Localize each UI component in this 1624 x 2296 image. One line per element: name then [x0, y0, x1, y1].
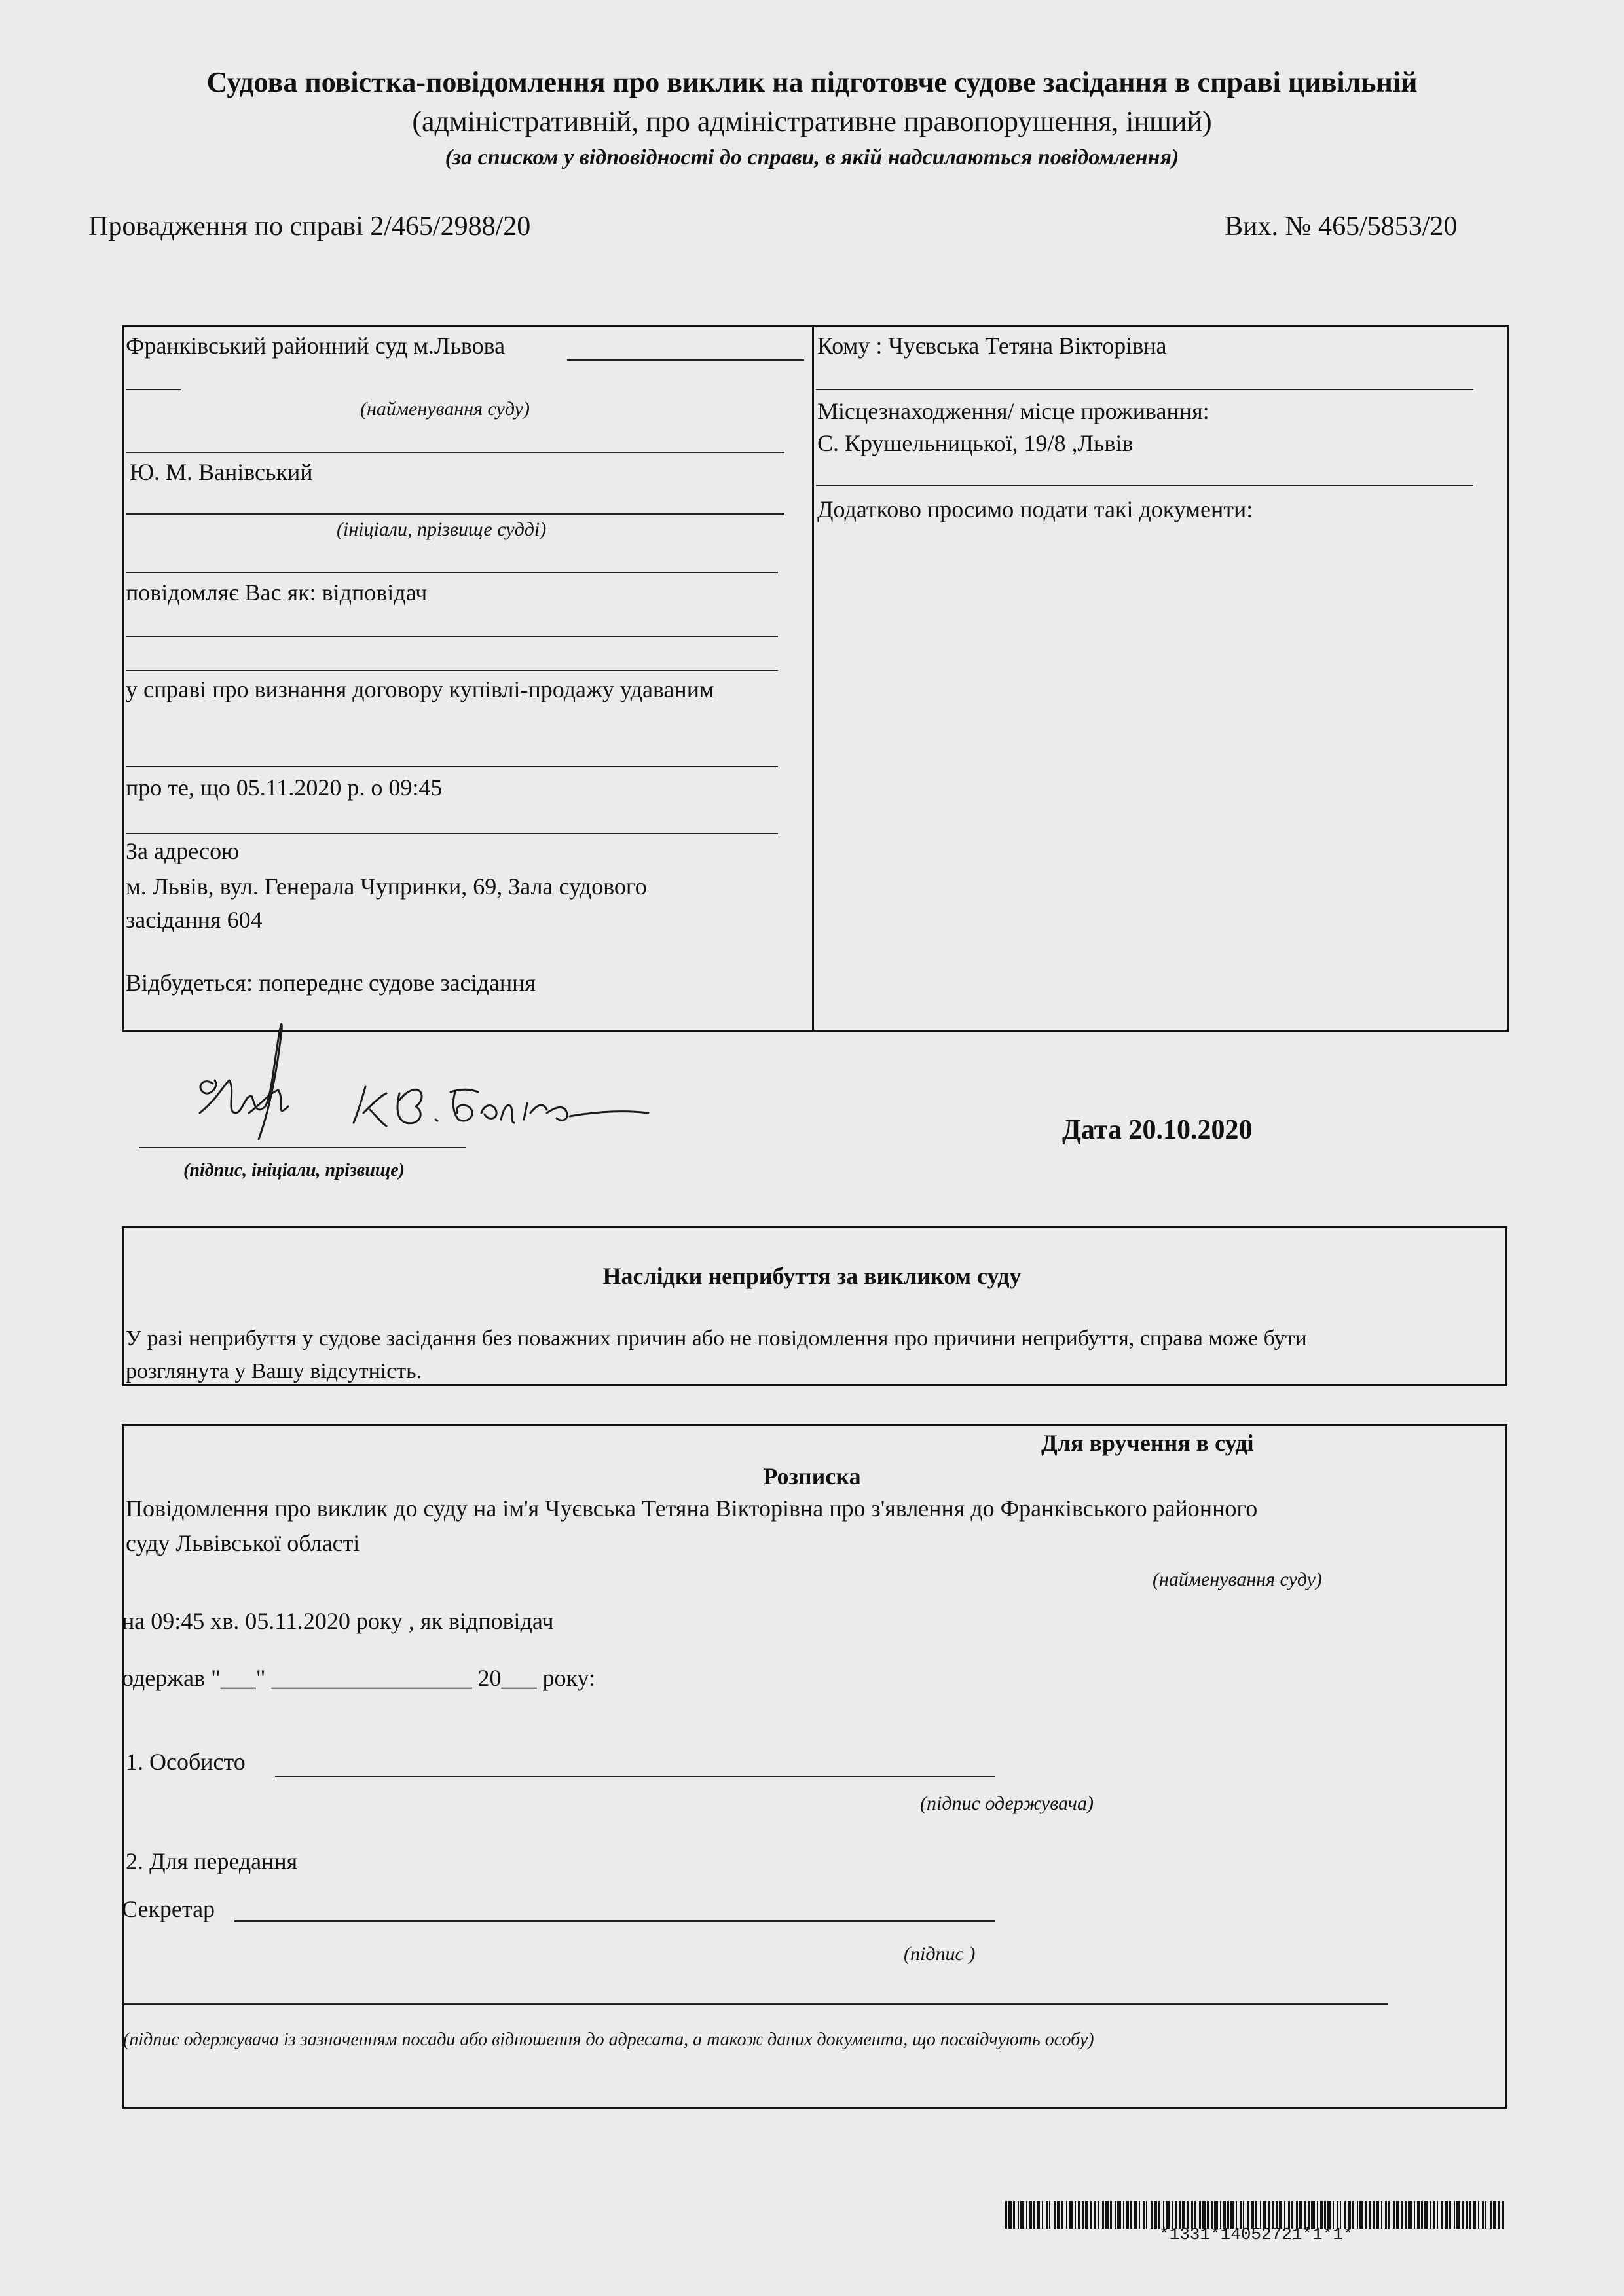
divider-line — [126, 572, 778, 573]
divider-line — [126, 513, 784, 515]
case-subject: у справі про визнання договору купівлі-продажу удаваним — [126, 676, 714, 702]
court-name: Франківський районний суд м.Львова — [126, 333, 506, 359]
receipt-court-caption: (найменування суду) — [1153, 1569, 1322, 1590]
location-label: Місцезнаходження/ місце проживання: — [817, 398, 1209, 424]
secretary-signature-line — [234, 1920, 995, 1922]
judge-caption: (ініціали, прізвище судді) — [337, 519, 547, 540]
recipient: Кому : Чуєвська Тетяна Вікторівна — [817, 333, 1167, 359]
signature-caption: (підпис, ініціали, прізвище) — [183, 1160, 405, 1180]
judge-name: Ю. М. Ванівський — [130, 459, 313, 485]
divider-line — [816, 389, 1473, 390]
location-value: С. Крушельницької, 19/8 ,Львів — [817, 430, 1134, 456]
outgoing-number: Вих. № 465/5853/20 — [1225, 211, 1458, 242]
handwritten-signature — [138, 1015, 674, 1165]
hearing-time: про те, що 05.11.2020 р. о 09:45 — [126, 774, 443, 801]
receipt-title: Розписка — [763, 1463, 861, 1489]
document-date: Дата 20.10.2020 — [1062, 1115, 1253, 1145]
consequences-title: Наслідки неприбуття за викликом суду — [602, 1263, 1022, 1289]
divider-line — [126, 766, 778, 767]
event-type: Відбудеться: попереднє судове засідання — [126, 970, 536, 996]
personal-signature-line — [275, 1776, 995, 1777]
court-underline-2 — [126, 389, 181, 390]
address-line-2: засідання 604 — [126, 907, 263, 933]
consequences-text-1: У разі неприбуття у судове засідання без поважних причин або не повідомлення про причини неприбуття, справа може бути — [126, 1326, 1307, 1351]
signature-line — [139, 1147, 466, 1148]
receipt-time: на 09:45 хв. 05.11.2020 року , як відповідач — [122, 1608, 554, 1634]
document-subtitle: (адміністративній, про адміністративне правопорушення, інший) — [412, 105, 1212, 137]
divider-line — [816, 485, 1473, 486]
divider-line — [126, 452, 784, 453]
court-underline — [567, 359, 804, 361]
secretary-sign-caption: (підпис ) — [904, 1943, 976, 1965]
divider-line — [126, 670, 778, 671]
secretary-label: Секретар — [122, 1896, 215, 1922]
for-court-label: Для вручення в суді — [1041, 1430, 1254, 1456]
barcode-number: *1331*14052721*1*1* — [1159, 2225, 1354, 2244]
for-transfer: 2. Для передання — [126, 1848, 298, 1874]
bottom-caption: (підпис одержувача із зазначенням посади або відношення до адресата, а також даних документа, що посвідчують особу) — [123, 2030, 1094, 2050]
address-line-1: м. Львів, вул. Генерала Чупринки, 69, Зала судового — [126, 873, 647, 900]
divider-line — [126, 636, 778, 637]
consequences-text-2: розглянута у Вашу відсутність. — [126, 1359, 422, 1383]
court-caption: (найменування суду) — [360, 398, 530, 420]
receipt-box — [122, 1424, 1507, 2109]
personal-delivery: 1. Особисто — [126, 1749, 246, 1775]
receipt-line-2: суду Львівської області — [126, 1530, 360, 1556]
extra-documents: Додатково просимо подати такі документи: — [817, 496, 1253, 522]
divider-line — [126, 833, 778, 834]
case-number: Провадження по справі 2/465/2988/20 — [88, 211, 531, 242]
bottom-signature-line — [122, 2003, 1388, 2005]
document-title: Судова повістка-повідомлення про виклик на підготовче судове засідання в справі цивільній — [206, 66, 1418, 98]
column-divider — [812, 325, 814, 1032]
notifies-as: повідомляє Вас як: відповідач — [126, 579, 428, 606]
recipient-signature-caption: (підпис одержувача) — [920, 1793, 1094, 1814]
address-label: За адресою — [126, 838, 240, 864]
received-date: одержав "___" _________________ 20___ року: — [122, 1665, 596, 1691]
receipt-line-1: Повідомлення про виклик до суду на ім'я Чуєвська Тетяна Вікторівна про з'явлення до Франківського районного — [126, 1495, 1258, 1522]
document-note: (за списком у відповідності до справи, в якій надсилаються повідомлення) — [445, 145, 1179, 170]
